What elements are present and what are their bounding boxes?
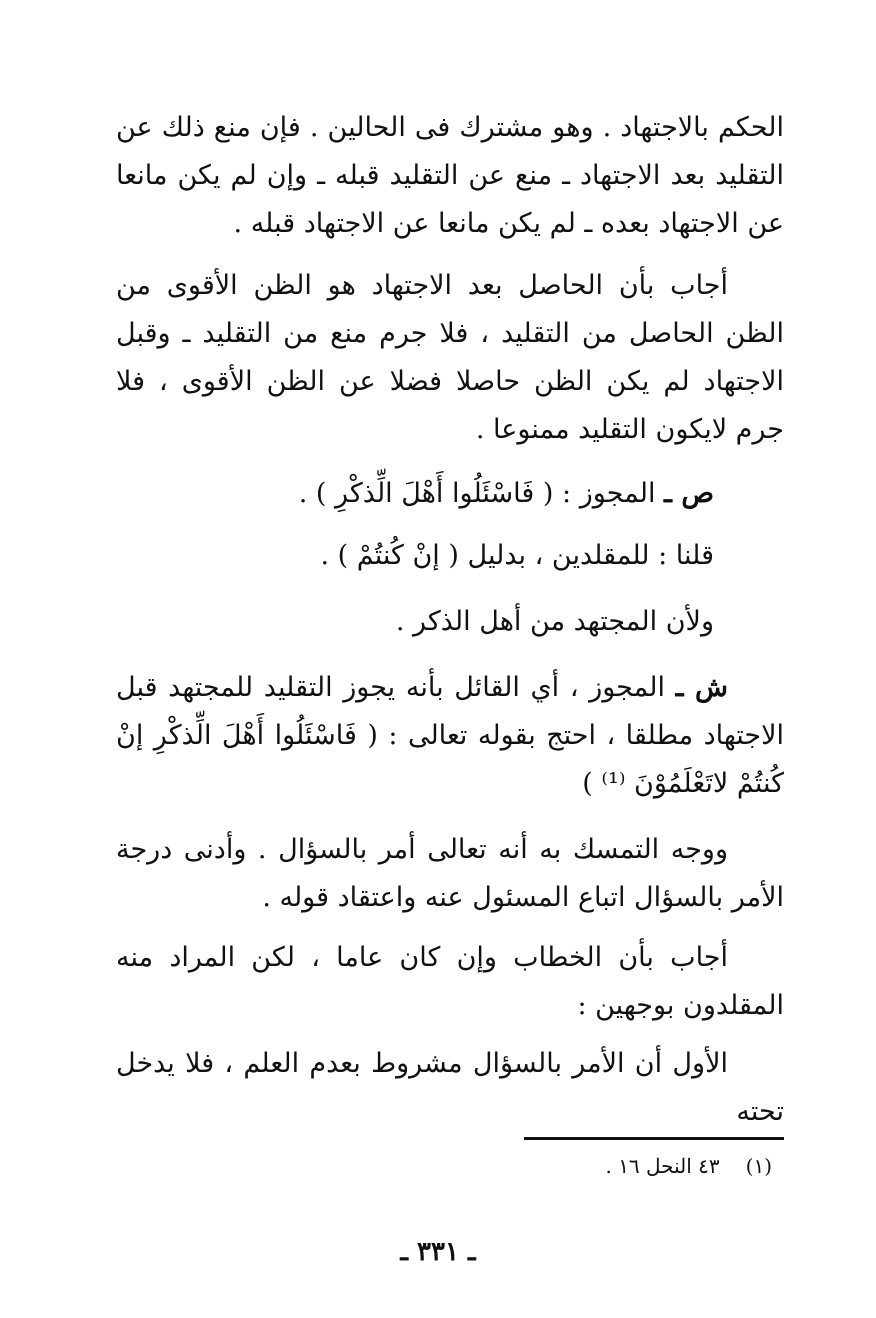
qulna-line — [321, 532, 715, 580]
qulna-line-text: قلنا : للمقلدين ، بدليل ( إنْ كُنتُمْ ) . — [320, 540, 714, 571]
ajab-paragraph — [116, 934, 784, 1030]
wajh-paragraph-text: ووجه التمسك به أنه تعالى أمر بالسؤال . وأدنى درجة الأمر بالسؤال اتباع المسئول عنه واعتقاد قوله . — [116, 834, 784, 913]
paragraph-1 — [116, 104, 784, 248]
shin-paragraph-text: المجوز ، أي القائل بأنه يجوز التقليد للمجتهد قبل الاجتهاد مطلقا ، احتج بقوله تعالى : ( فَاسْئَلُوا أَهْلَ الِّذكْرِ إنْ كُنتُمْ لاتَعْلَمُوْنَ ⁽¹⁾ ) — [116, 672, 784, 799]
paragraph-2-text: أجاب بأن الحاصل بعد الاجتهاد هو الظن الأقوى من الظن الحاصل من التقليد ، فلا جرم منع من التقليد ـ وقبل الاجتهاد لم يكن الظن حاصلا فضلا عن الظن الأقوى ، فلا جرم لايكون التقليد ممنوعا . — [116, 270, 784, 445]
shin-paragraph — [116, 664, 784, 808]
footnote-divider — [524, 1137, 784, 1140]
footnote-number: (١) — [745, 1154, 772, 1178]
paragraph-1-text: الحكم بالاجتهاد . وهو مشترك فى الحالين . فإن منع ذلك عن التقليد بعد الاجتهاد ـ منع عن التقليد قبله ـ وإن لم يكن مانعا عن الاجتهاد بعده ـ لم يكن مانعا عن الاجتهاد قبله . — [116, 112, 784, 239]
footnote — [605, 1150, 772, 1182]
sad-line-text: المجوز : ( فَاسْئَلُوا أَهْلَ الِّذكْرِ ) . — [298, 478, 656, 509]
paragraph-2 — [116, 262, 784, 454]
page-number: ـ ٣٣١ ـ — [400, 1237, 476, 1267]
shin-paragraph-body — [116, 664, 784, 808]
footnote-text: ٤٣ النحل ١٦ . — [605, 1154, 720, 1178]
sad-label: ص ـ — [664, 478, 714, 509]
wali-line-text: ولأن المجتهد من أهل الذكر . — [395, 606, 714, 637]
shin-label: ش ـ — [675, 672, 728, 703]
wali-line — [396, 598, 714, 646]
sad-line — [299, 470, 714, 518]
awwal-paragraph-text: الأول أن الأمر بالسؤال مشروط بعدم العلم ، فلا يدخل تحته — [116, 1048, 784, 1127]
ajab-paragraph-text: أجاب بأن الخطاب وإن كان عاما ، لكن المراد منه المقلدون بوجهين : — [116, 942, 784, 1021]
awwal-paragraph — [116, 1040, 784, 1136]
wajh-paragraph — [116, 826, 784, 922]
